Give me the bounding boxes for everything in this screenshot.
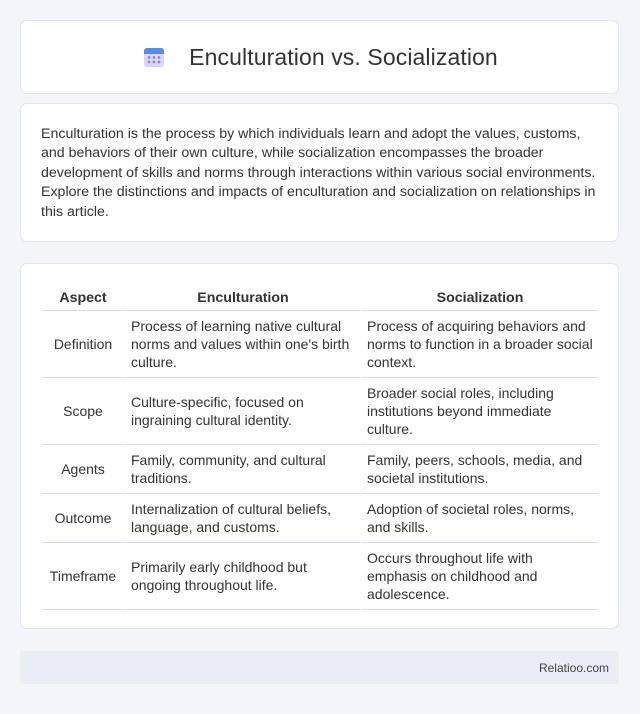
title-card: [20, 20, 619, 94]
row-aspect: Scope: [42, 378, 124, 445]
row-socialization: Adoption of societal roles, norms, and skills.: [360, 494, 598, 543]
intro-card: [20, 103, 619, 242]
row-socialization: Broader social roles, including institutions beyond immediate culture.: [360, 378, 598, 445]
row-enculturation: Primarily early childhood but ongoing throughout life.: [124, 543, 360, 610]
row-aspect: Timeframe: [42, 543, 124, 610]
row-aspect: Definition: [42, 311, 124, 378]
table-row: [42, 543, 598, 610]
intro-text: Enculturation is the process by which individuals learn and adopt the values, customs, and behaviors of their own culture, while socialization encompasses the broader development of skills and norms through interactions within various social environments. Explore the distinctions and impacts of enculturation and socialization on relationships in this article.: [41, 126, 596, 220]
row-socialization: Occurs throughout life with emphasis on childhood and adolescence.: [360, 543, 598, 610]
table-row: [42, 494, 598, 543]
row-aspect: Outcome: [42, 494, 124, 543]
header-socialization: Socialization: [360, 286, 598, 311]
row-socialization: Process of acquiring behaviors and norms to function in a broader social context.: [360, 311, 598, 378]
table-row: [42, 311, 598, 378]
footer-brand: Relatioo.com: [538, 660, 609, 675]
table-header-row: [42, 286, 598, 311]
table-row: [42, 445, 598, 494]
row-enculturation: Process of learning native cultural norms and values within one's birth culture.: [124, 311, 360, 378]
comparison-table: [42, 286, 598, 610]
row-aspect: Agents: [42, 445, 124, 494]
header-enculturation: Enculturation: [124, 286, 360, 311]
row-enculturation: Family, community, and cultural traditions.: [124, 445, 360, 494]
table-row: [42, 378, 598, 445]
header-aspect: Aspect: [42, 286, 124, 311]
page-title: Enculturation vs. Socialization: [189, 43, 498, 70]
row-enculturation: Internalization of cultural beliefs, language, and customs.: [124, 494, 360, 543]
calendar-icon: [141, 44, 167, 70]
footer: [20, 651, 619, 684]
row-socialization: Family, peers, schools, media, and societal institutions.: [360, 445, 598, 494]
row-enculturation: Culture-specific, focused on ingraining cultural identity.: [124, 378, 360, 445]
comparison-card: [20, 263, 619, 629]
